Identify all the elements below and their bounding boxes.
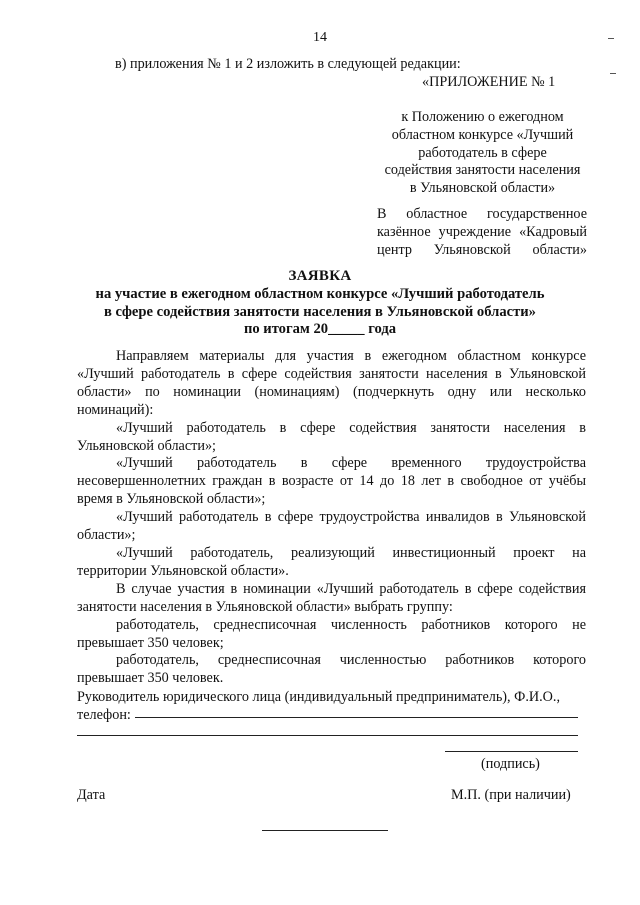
nomination-item: «Лучший работодатель в сфере временного трудоустройства несовершеннолетних граждан в возрасте от 14 до 18 лет в свободное от учёбы время в Ульяновской области»;: [77, 455, 586, 508]
heading-line: в сфере содействия занятости населения в Ульяновской области»: [104, 303, 536, 320]
application-body: [77, 348, 586, 688]
reference-line: областном конкурсе «Лучший: [391, 126, 574, 143]
margin-mark: [608, 38, 614, 39]
group-option: работодатель, среднесписочная численностью работников которого превышает 350 человек.: [77, 652, 586, 687]
application-title: ЗАЯВКА: [288, 268, 352, 284]
addressee-line: центр Ульяновской области»: [377, 241, 587, 258]
addressee-line: казённое учреждение «Кадровый: [377, 223, 587, 240]
nomination-item: «Лучший работодатель в сфере трудоустройства инвалидов в Ульяновской области»;: [77, 509, 586, 544]
addressee-line: В областное государственное: [377, 206, 587, 222]
lead-text: в) приложения № 1 и 2 изложить в следующей редакции:: [115, 56, 461, 72]
appendix-reference: [380, 109, 585, 198]
reference-line: к Положению о ежегодном: [401, 109, 564, 125]
reference-line: работодатель в сфере: [418, 144, 547, 161]
signature-block: [77, 688, 586, 724]
intro-paragraph: Направляем материалы для участия в ежегодном областном конкурсе «Лучший работодатель в сфере содействия занятости населения в Ульяновской области» по номинации (номинациям) (подчеркнуть одну или несколько номинаций):: [77, 348, 586, 418]
signature-line[interactable]: [445, 751, 578, 752]
margin-mark: [610, 73, 616, 74]
appendix-title: «ПРИЛОЖЕНИЕ № 1: [422, 74, 556, 90]
page-number: 14: [313, 30, 327, 45]
nomination-item: «Лучший работодатель в сфере содействия занятости населения в Ульяновской области»;: [77, 419, 586, 454]
group-option: работодатель, среднесписочная численность работников которого не превышает 350 человек;: [77, 616, 586, 651]
group-choice-paragraph: В случае участия в номинации «Лучший работодатель в сфере содействия занятости населения в Ульяновской области» выбрать группу:: [77, 580, 586, 615]
nomination-item: «Лучший работодатель, реализующий инвестиционный проект на территории Ульяновской области».: [77, 544, 586, 579]
phone-label: телефон:: [77, 707, 131, 723]
signature-label: (подпись): [481, 756, 540, 772]
heading-line: на участие в ежегодном областном конкурсе «Лучший работодатель: [95, 285, 545, 302]
reference-line: содействия занятости населения: [384, 162, 581, 179]
heading-line: по итогам 20_____ года: [243, 321, 397, 338]
stamp-label: М.П. (при наличии): [451, 787, 571, 803]
head-line: Руководитель юридического лица (индивидуальный предприниматель), Ф.И.О.,: [77, 689, 561, 705]
addressee-block: [377, 206, 587, 259]
reference-line: в Ульяновской области»: [409, 180, 556, 197]
date-label: Дата: [77, 787, 106, 803]
end-divider: [262, 830, 388, 831]
extra-fill-line[interactable]: [77, 735, 578, 736]
phone-fill-line[interactable]: [135, 717, 578, 718]
application-heading: [0, 268, 640, 339]
